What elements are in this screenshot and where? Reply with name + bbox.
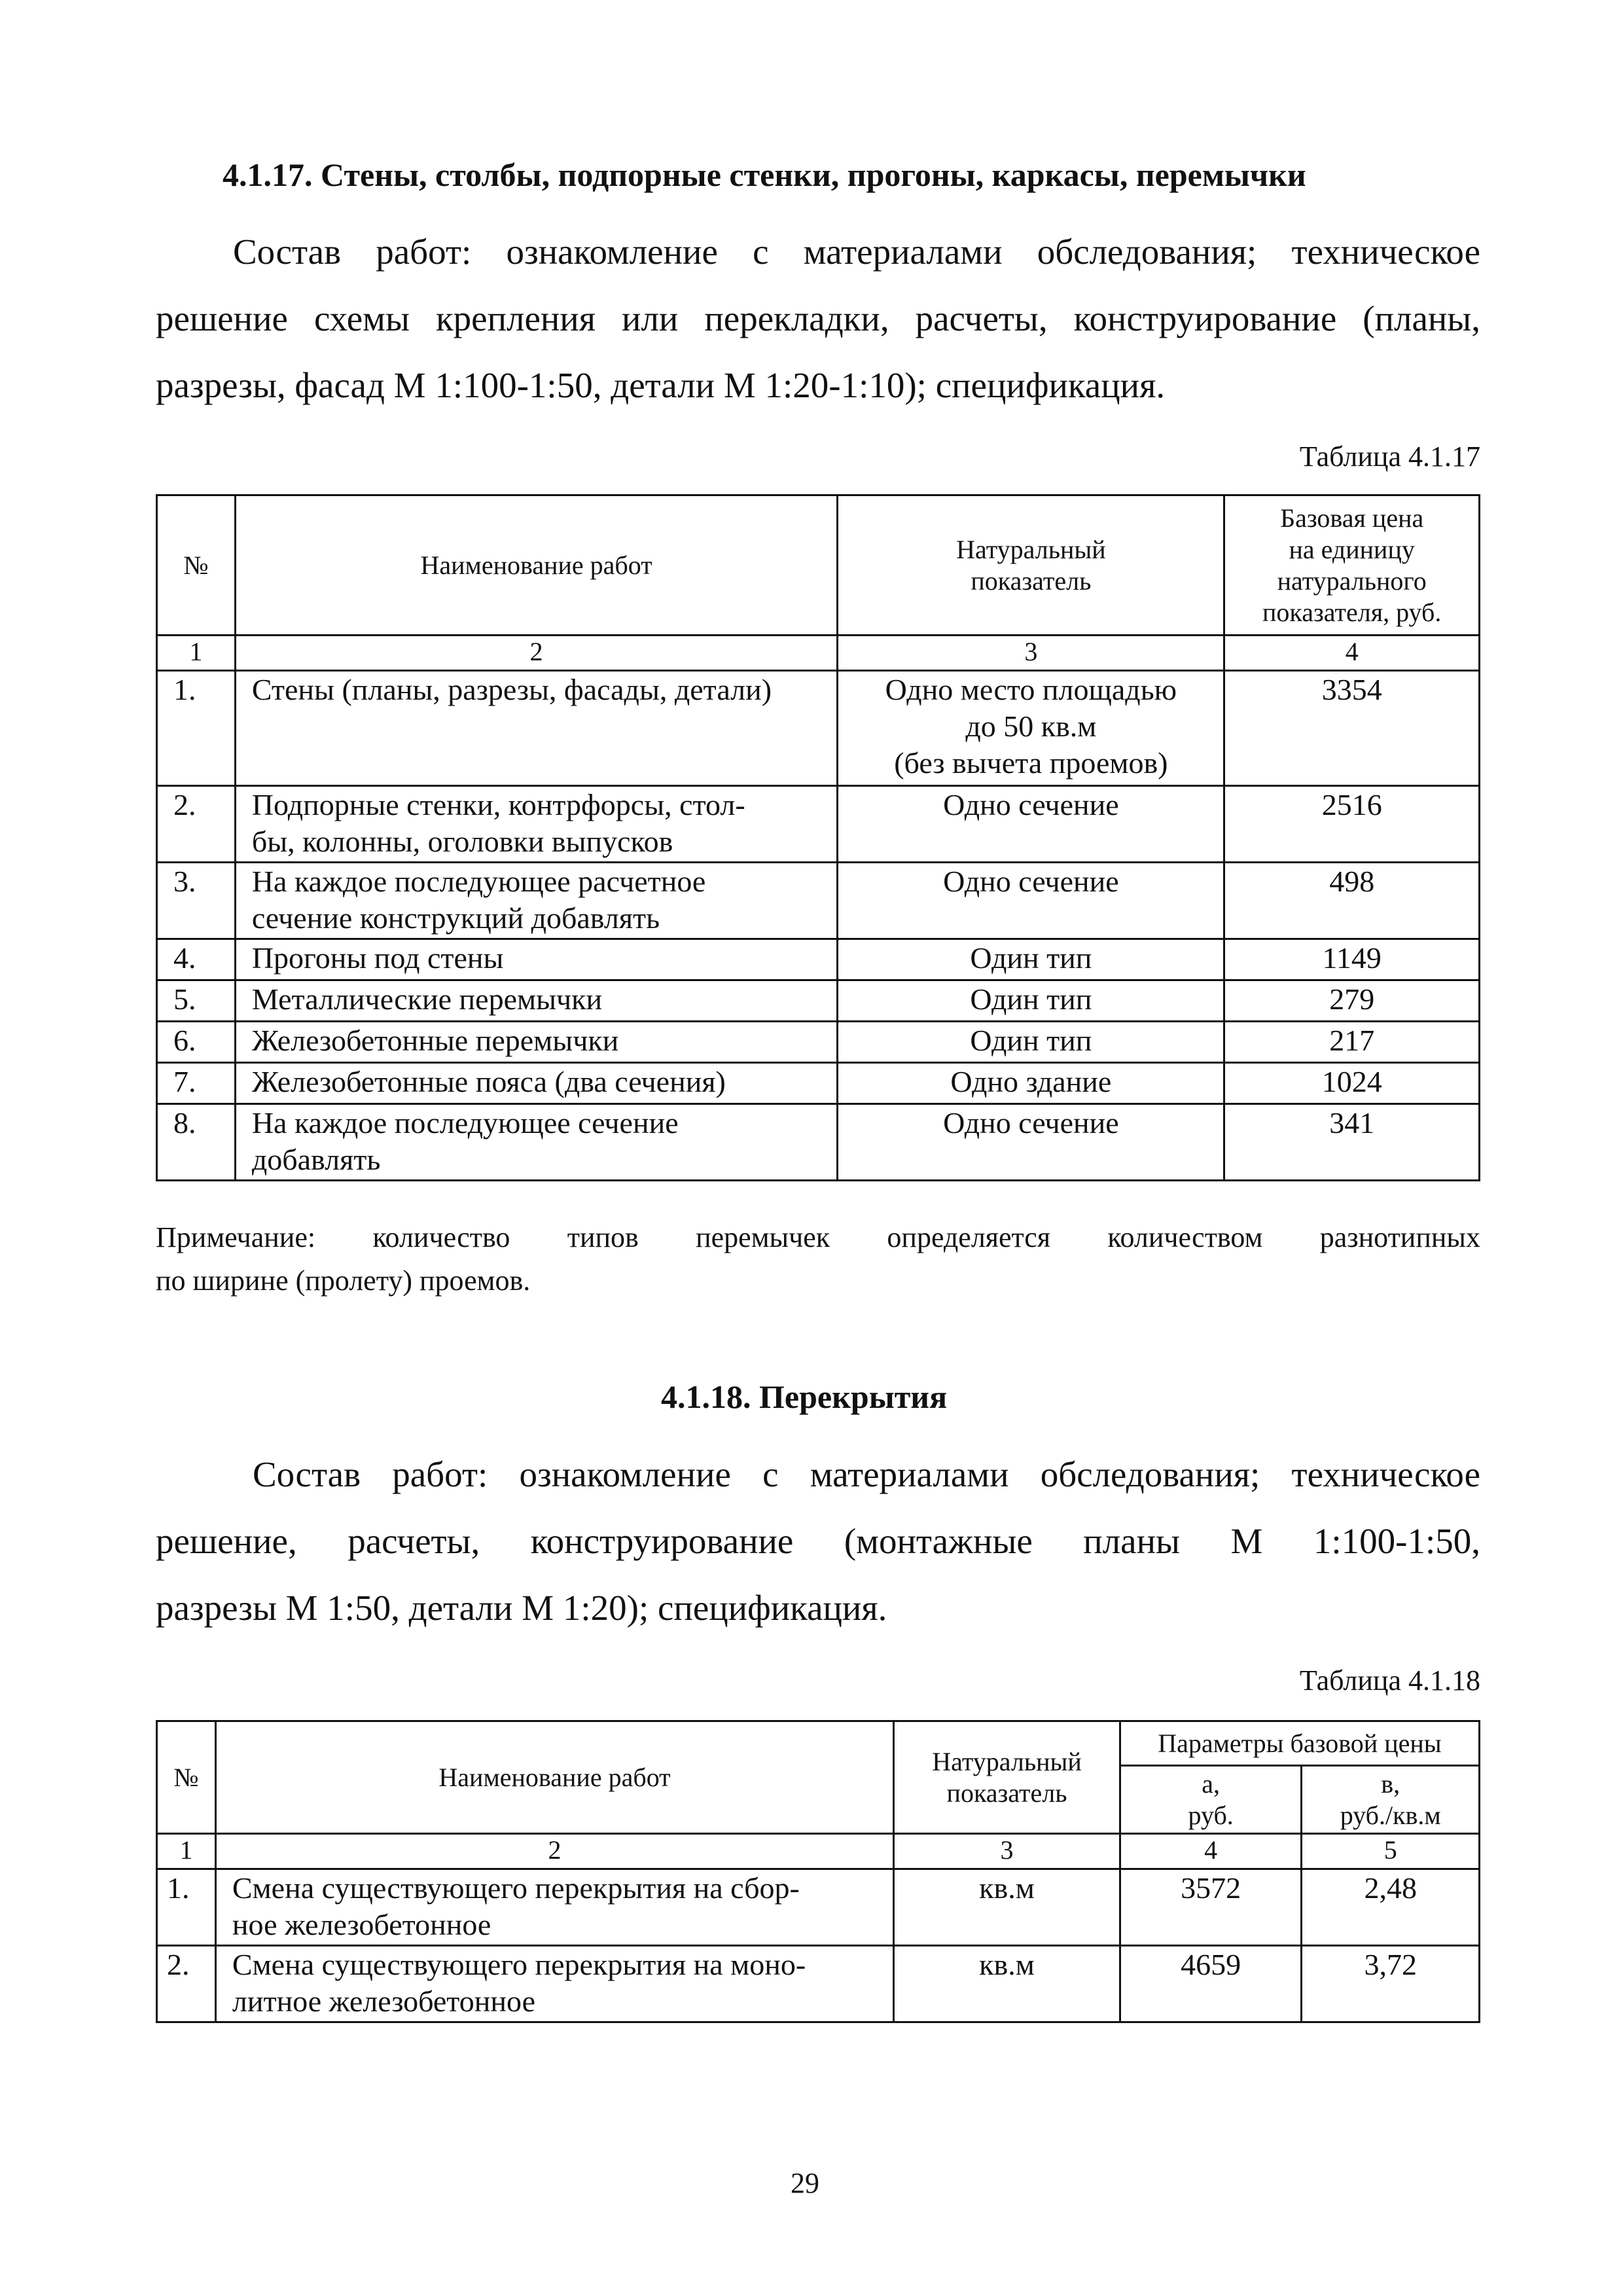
row-price: 3354 — [1224, 671, 1480, 786]
section-2-paragraph — [156, 1441, 1480, 1641]
row-number: 1. — [157, 671, 236, 786]
table-row — [157, 786, 1480, 863]
paragraph-line: Состав работ: ознакомление с материалами обследования; техническое — [253, 1454, 1480, 1494]
header-work-name: Наименование работ — [215, 1721, 893, 1834]
column-number-row — [157, 636, 1480, 671]
row-param-b: 3,72 — [1302, 1946, 1480, 2022]
row-unit: Один тип — [838, 939, 1224, 980]
row-price: 279 — [1224, 980, 1480, 1022]
row-price: 1149 — [1224, 939, 1480, 980]
row-price: 2516 — [1224, 786, 1480, 863]
table-row — [157, 671, 1480, 786]
header-param-b: в, руб./кв.м — [1302, 1766, 1480, 1834]
row-number: 6. — [157, 1022, 236, 1063]
row-param-a: 4659 — [1120, 1946, 1302, 2022]
row-price: 217 — [1224, 1022, 1480, 1063]
paragraph-line: решение схемы крепления или перекладки, расчеты, конструирование (планы, — [156, 298, 1480, 338]
table-note — [156, 1216, 1480, 1302]
col-number: 2 — [235, 636, 838, 671]
column-number-row — [157, 1834, 1480, 1869]
row-number: 8. — [157, 1104, 236, 1181]
page-number: 29 — [791, 2167, 819, 2199]
table-header-row — [157, 495, 1480, 636]
table-header-row — [157, 1721, 1480, 1766]
row-work-name: Стены (планы, разрезы, фасады, детали) — [235, 671, 838, 786]
row-param-b: 2,48 — [1302, 1869, 1480, 1946]
row-unit: Одно сечение — [838, 786, 1224, 863]
note-line: по ширине (пролету) проемов. — [156, 1265, 531, 1297]
col-number: 4 — [1120, 1834, 1302, 1869]
paragraph-line: разрезы, фасад М 1:100-1:50, детали М 1:20-1:10); спецификация. — [156, 365, 1166, 405]
header-param-a: а, руб. — [1120, 1766, 1302, 1834]
row-unit: Один тип — [838, 1022, 1224, 1063]
col-number: 1 — [157, 1834, 216, 1869]
note-line: Примечание: количество типов перемычек определяется количеством разнотипных — [156, 1221, 1480, 1253]
table-row — [157, 1063, 1480, 1104]
row-number: 3. — [157, 863, 236, 939]
col-number: 1 — [157, 636, 236, 671]
section-1-paragraph — [156, 219, 1480, 419]
paragraph-line: разрезы М 1:50, детали М 1:20); спецификация. — [156, 1588, 887, 1628]
row-unit: Одно сечение — [838, 863, 1224, 939]
header-unit: Натуральный показатель — [894, 1721, 1120, 1834]
row-unit: Одно здание — [838, 1063, 1224, 1104]
row-price: 341 — [1224, 1104, 1480, 1181]
row-unit: кв.м — [894, 1946, 1120, 2022]
row-number: 7. — [157, 1063, 236, 1104]
row-work-name: Подпорные стенки, контрфорсы, стол- бы, колонны, оголовки выпусков — [235, 786, 838, 863]
col-number: 5 — [1302, 1834, 1480, 1869]
row-work-name: На каждое последующее расчетное сечение конструкций добавлять — [235, 863, 838, 939]
row-price: 498 — [1224, 863, 1480, 939]
row-work-name: На каждое последующее сечение добавлять — [235, 1104, 838, 1181]
table-row — [157, 863, 1480, 939]
row-number: 2. — [157, 1946, 216, 2022]
header-number: № — [157, 495, 236, 636]
row-work-name: Смена существующего перекрытия на сбор- ное железобетонное — [215, 1869, 893, 1946]
row-param-a: 3572 — [1120, 1869, 1302, 1946]
col-number: 3 — [894, 1834, 1120, 1869]
row-work-name: Железобетонные перемычки — [235, 1022, 838, 1063]
col-number: 3 — [838, 636, 1224, 671]
row-number: 4. — [157, 939, 236, 980]
col-number: 4 — [1224, 636, 1480, 671]
row-number: 5. — [157, 980, 236, 1022]
table-row — [157, 1104, 1480, 1181]
row-work-name: Прогоны под стены — [235, 939, 838, 980]
row-number: 2. — [157, 786, 236, 863]
table-4-1-18 — [156, 1720, 1480, 2023]
row-price: 1024 — [1224, 1063, 1480, 1104]
col-number: 2 — [215, 1834, 893, 1869]
header-unit: Натуральный показатель — [838, 495, 1224, 636]
header-work-name: Наименование работ — [235, 495, 838, 636]
table-row — [157, 1946, 1480, 2022]
paragraph-line: Состав работ: ознакомление с материалами обследования; техническое — [233, 232, 1480, 272]
table-label-4-1-18: Таблица 4.1.18 — [1299, 1664, 1480, 1696]
table-label-4-1-17: Таблица 4.1.17 — [1299, 440, 1480, 473]
table-4-1-17 — [156, 494, 1480, 1181]
row-unit: Один тип — [838, 980, 1224, 1022]
paragraph-line: решение, расчеты, конструирование (монтажные планы М 1:100-1:50, — [156, 1521, 1480, 1561]
table-row — [157, 1869, 1480, 1946]
section-heading-4-1-18: 4.1.18. Перекрытия — [661, 1378, 948, 1415]
row-unit: Одно место площадью до 50 кв.м (без вычета проемов) — [838, 671, 1224, 786]
row-work-name: Металлические перемычки — [235, 980, 838, 1022]
section-heading-4-1-17: 4.1.17. Стены, столбы, подпорные стенки, прогоны, каркасы, перемычки — [223, 156, 1306, 193]
table-row — [157, 980, 1480, 1022]
header-number: № — [157, 1721, 216, 1834]
row-unit: Одно сечение — [838, 1104, 1224, 1181]
row-work-name: Железобетонные пояса (два сечения) — [235, 1063, 838, 1104]
row-unit: кв.м — [894, 1869, 1120, 1946]
table-row — [157, 939, 1480, 980]
row-number: 1. — [157, 1869, 216, 1946]
header-price-params: Параметры базовой цены — [1120, 1721, 1479, 1766]
table-row — [157, 1022, 1480, 1063]
row-work-name: Смена существующего перекрытия на моно- литное железобетонное — [215, 1946, 893, 2022]
header-base-price: Базовая цена на единицу натурального показателя, руб. — [1224, 495, 1480, 636]
